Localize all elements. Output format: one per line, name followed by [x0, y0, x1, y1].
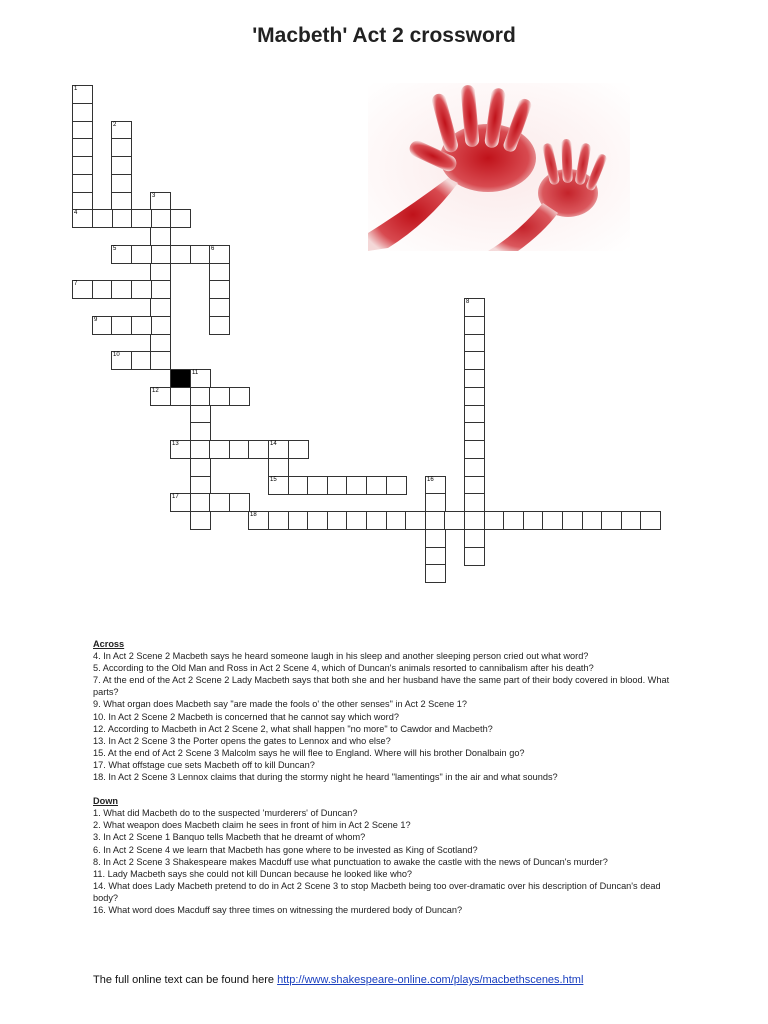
down-clue-list: [93, 807, 683, 916]
page-title: 'Macbeth' Act 2 crossword: [252, 24, 516, 47]
crossword-cell[interactable]: [464, 422, 485, 441]
crossword-cell[interactable]: [503, 511, 524, 530]
down-clue: 8. In Act 2 Scene 3 Shakespeare makes Macduff use what punctuation to awake the castle with the news of Duncan's murder?: [93, 856, 608, 867]
crossword-cell[interactable]: [366, 511, 387, 530]
clue-number: 9: [94, 317, 98, 323]
down-clue: 11. Lady Macbeth says she could not kill Duncan because he looked like who?: [93, 868, 413, 879]
crossword-cell[interactable]: [190, 458, 211, 477]
crossword-cell[interactable]: [131, 351, 152, 370]
crossword-cell[interactable]: [170, 440, 191, 459]
crossword-cell[interactable]: [386, 511, 407, 530]
crossword-cell[interactable]: [386, 476, 407, 495]
crossword-cell[interactable]: [150, 227, 171, 246]
crossword-cell[interactable]: [92, 209, 113, 228]
crossword-cell[interactable]: [307, 511, 328, 530]
across-clue: 17. What offstage cue sets Macbeth off to kill Duncan?: [93, 759, 315, 770]
crossword-cell[interactable]: [229, 440, 250, 459]
crossword-cell[interactable]: [111, 245, 132, 264]
crossword-cell[interactable]: [464, 316, 485, 335]
clue-number: 14: [270, 441, 277, 447]
crossword-cell[interactable]: [92, 316, 113, 335]
crossword-cell[interactable]: [170, 369, 191, 388]
crossword-cell[interactable]: [464, 493, 485, 512]
crossword-cell[interactable]: [209, 316, 230, 335]
across-clue: 4. In Act 2 Scene 2 Macbeth says he heard someone laugh in his sleep and another sleeping person cried out what word?: [93, 651, 589, 662]
across-clue: 12. According to Macbeth in Act 2 Scene 2, what shall happen "no more" to Cawdor and Macbeth?: [93, 723, 493, 734]
crossword-cell[interactable]: [464, 387, 485, 406]
crossword-cell[interactable]: [131, 316, 152, 335]
crossword-cell[interactable]: [268, 476, 289, 495]
crossword-cell[interactable]: [131, 280, 152, 299]
crossword-cell[interactable]: [209, 280, 230, 299]
crossword-cell[interactable]: [621, 511, 642, 530]
crossword-cell[interactable]: [170, 209, 191, 228]
crossword-cell[interactable]: [190, 369, 211, 388]
crossword-cell[interactable]: [601, 511, 622, 530]
clue-number: 7: [74, 281, 78, 287]
crossword-cell[interactable]: [150, 316, 171, 335]
crossword-cell[interactable]: [92, 280, 113, 299]
crossword-cell[interactable]: [425, 529, 446, 548]
crossword-cell[interactable]: [366, 476, 387, 495]
crossword-cell[interactable]: [111, 138, 132, 157]
crossword-cell[interactable]: [464, 298, 485, 317]
bloody-hands-image: [368, 83, 630, 251]
clue-number: 11: [192, 370, 199, 376]
clue-number: 4: [74, 210, 78, 216]
crossword-cell[interactable]: [190, 493, 211, 512]
crossword-cell[interactable]: [150, 298, 171, 317]
crossword-cell[interactable]: [425, 564, 446, 583]
crossword-cell[interactable]: [170, 387, 191, 406]
crossword-cell[interactable]: [268, 511, 289, 530]
clue-number: 6: [211, 246, 215, 252]
across-heading: Across: [93, 639, 125, 649]
crossword-cell[interactable]: [190, 511, 211, 530]
across-clue: 5. According to the Old Man and Ross in Act 2 Scene 4, which of Duncan's animals resorted to cannibalism after his death?: [93, 663, 594, 674]
crossword-cell[interactable]: [346, 511, 367, 530]
clue-number: 5: [113, 246, 117, 252]
crossword-cell[interactable]: [229, 387, 250, 406]
crossword-cell[interactable]: [209, 245, 230, 264]
crossword-cell[interactable]: [72, 138, 93, 157]
clue-number: 1: [74, 86, 78, 92]
crossword-cell[interactable]: [150, 280, 171, 299]
clue-number: 15: [270, 477, 277, 483]
crossword-cell[interactable]: [111, 156, 132, 175]
crossword-cell[interactable]: [209, 493, 230, 512]
clue-number: 8: [466, 299, 470, 305]
crossword-cell[interactable]: [268, 440, 289, 459]
crossword-cell[interactable]: [464, 369, 485, 388]
across-clue: 7. At the end of the Act 2 Scene 2 Lady Macbeth says that both she and her husband have the same part of their body covered in blood. What parts?: [93, 675, 670, 698]
crossword-cell[interactable]: [190, 245, 211, 264]
crossword-cell[interactable]: [464, 458, 485, 477]
clue-number: 18: [250, 512, 257, 518]
crossword-cell[interactable]: [562, 511, 583, 530]
across-clue: 9. What organ does Macbeth say "are made the fools o' the other senses" in Act 2 Scene 1?: [93, 699, 467, 710]
clue-number: 17: [172, 494, 179, 500]
crossword-cell[interactable]: [523, 511, 544, 530]
crossword-cell[interactable]: [111, 351, 132, 370]
crossword-cell[interactable]: [327, 476, 348, 495]
crossword-cell[interactable]: [268, 458, 289, 477]
crossword-cell[interactable]: [209, 387, 230, 406]
down-clue: 3. In Act 2 Scene 1 Banquo tells Macbeth that he dreamt of whom?: [93, 832, 366, 843]
crossword-cell[interactable]: [131, 209, 152, 228]
crossword-cell[interactable]: [582, 511, 603, 530]
footer-link[interactable]: http://www.shakespeare-online.com/plays/macbethscenes.html: [277, 974, 584, 986]
clue-number: 13: [172, 441, 179, 447]
crossword-cell[interactable]: [170, 493, 191, 512]
crossword-cell[interactable]: [327, 511, 348, 530]
down-clue: 14. What does Lady Macbeth pretend to do in Act 2 Scene 3 to stop Macbeth being too over-dramatic over his description of Duncan's dead body?: [93, 880, 661, 903]
crossword-cell[interactable]: [288, 440, 309, 459]
crossword-cell[interactable]: [150, 209, 171, 228]
crossword-cell[interactable]: [190, 387, 211, 406]
crossword-cell[interactable]: [72, 156, 93, 175]
crossword-cell[interactable]: [640, 511, 661, 530]
down-clue: 1. What did Macbeth do to the suspected 'murderers' of Duncan?: [93, 808, 358, 819]
clues-section: [93, 638, 683, 916]
across-clue: 18. In Act 2 Scene 3 Lennox claims that during the stormy night he heard "lamentings" in the air and what sounds?: [93, 772, 558, 783]
across-clue: 15. At the end of Act 2 Scene 3 Malcolm says he will flee to England. Where will his brother Donalbain go?: [93, 747, 525, 758]
crossword-cell[interactable]: [150, 351, 171, 370]
crossword-cell[interactable]: [209, 298, 230, 317]
crossword-cell[interactable]: [72, 209, 93, 228]
crossword-cell[interactable]: [484, 511, 505, 530]
crossword-cell[interactable]: [150, 387, 171, 406]
clue-number: 10: [113, 352, 120, 358]
bloody-hands-illustration: [368, 83, 630, 251]
crossword-cell[interactable]: [229, 493, 250, 512]
crossword-cell[interactable]: [72, 174, 93, 193]
across-clue: 13. In Act 2 Scene 3 the Porter opens the gates to Lennox and who else?: [93, 735, 391, 746]
crossword-cell[interactable]: [464, 351, 485, 370]
crossword-cell[interactable]: [425, 493, 446, 512]
footer-text: The full online text can be found here: [93, 974, 278, 986]
down-heading: Down: [93, 796, 119, 807]
crossword-cell[interactable]: [464, 511, 485, 530]
crossword-cell[interactable]: [248, 440, 269, 459]
crossword-cell[interactable]: [444, 511, 465, 530]
crossword-cell[interactable]: [288, 511, 309, 530]
across-clue: 10. In Act 2 Scene 2 Macbeth is concerned that he cannot say which word?: [93, 711, 399, 722]
across-clue-list: [93, 650, 683, 783]
down-clue: 16. What word does Macduff say three times on witnessing the murdered body of Duncan?: [93, 904, 463, 915]
crossword-cell[interactable]: [111, 174, 132, 193]
crossword-cell[interactable]: [464, 529, 485, 548]
down-clue: 2. What weapon does Macbeth claim he sees in front of him in Act 2 Scene 1?: [93, 820, 411, 831]
crossword-cell[interactable]: [425, 511, 446, 530]
clue-number: 16: [427, 477, 434, 483]
crossword-cell[interactable]: [72, 103, 93, 122]
crossword-cell[interactable]: [542, 511, 563, 530]
clue-number: 3: [152, 193, 156, 199]
crossword-cell[interactable]: [111, 316, 132, 335]
crossword-cell[interactable]: [170, 245, 191, 264]
crossword-cell[interactable]: [111, 280, 132, 299]
crossword-cell[interactable]: [464, 440, 485, 459]
crossword-cell[interactable]: [464, 547, 485, 566]
crossword-cell[interactable]: [190, 440, 211, 459]
footer: [93, 974, 583, 986]
crossword-cell[interactable]: [190, 422, 211, 441]
crossword-cell[interactable]: [288, 476, 309, 495]
crossword-cell[interactable]: [131, 245, 152, 264]
crossword-cell[interactable]: [150, 245, 171, 264]
clue-number: 12: [152, 388, 159, 394]
crossword-cell[interactable]: [307, 476, 328, 495]
crossword-cell[interactable]: [346, 476, 367, 495]
crossword-cell[interactable]: [405, 511, 426, 530]
crossword-cell[interactable]: [111, 209, 132, 228]
down-clue: 6. In Act 2 Scene 4 we learn that Macbeth has gone where to be invested as King of Scotland?: [93, 844, 478, 855]
clue-number: 2: [113, 122, 117, 128]
crossword-cell[interactable]: [209, 440, 230, 459]
crossword-cell[interactable]: [72, 85, 93, 104]
crossword-cell[interactable]: [72, 280, 93, 299]
crossword-cell[interactable]: [248, 511, 269, 530]
